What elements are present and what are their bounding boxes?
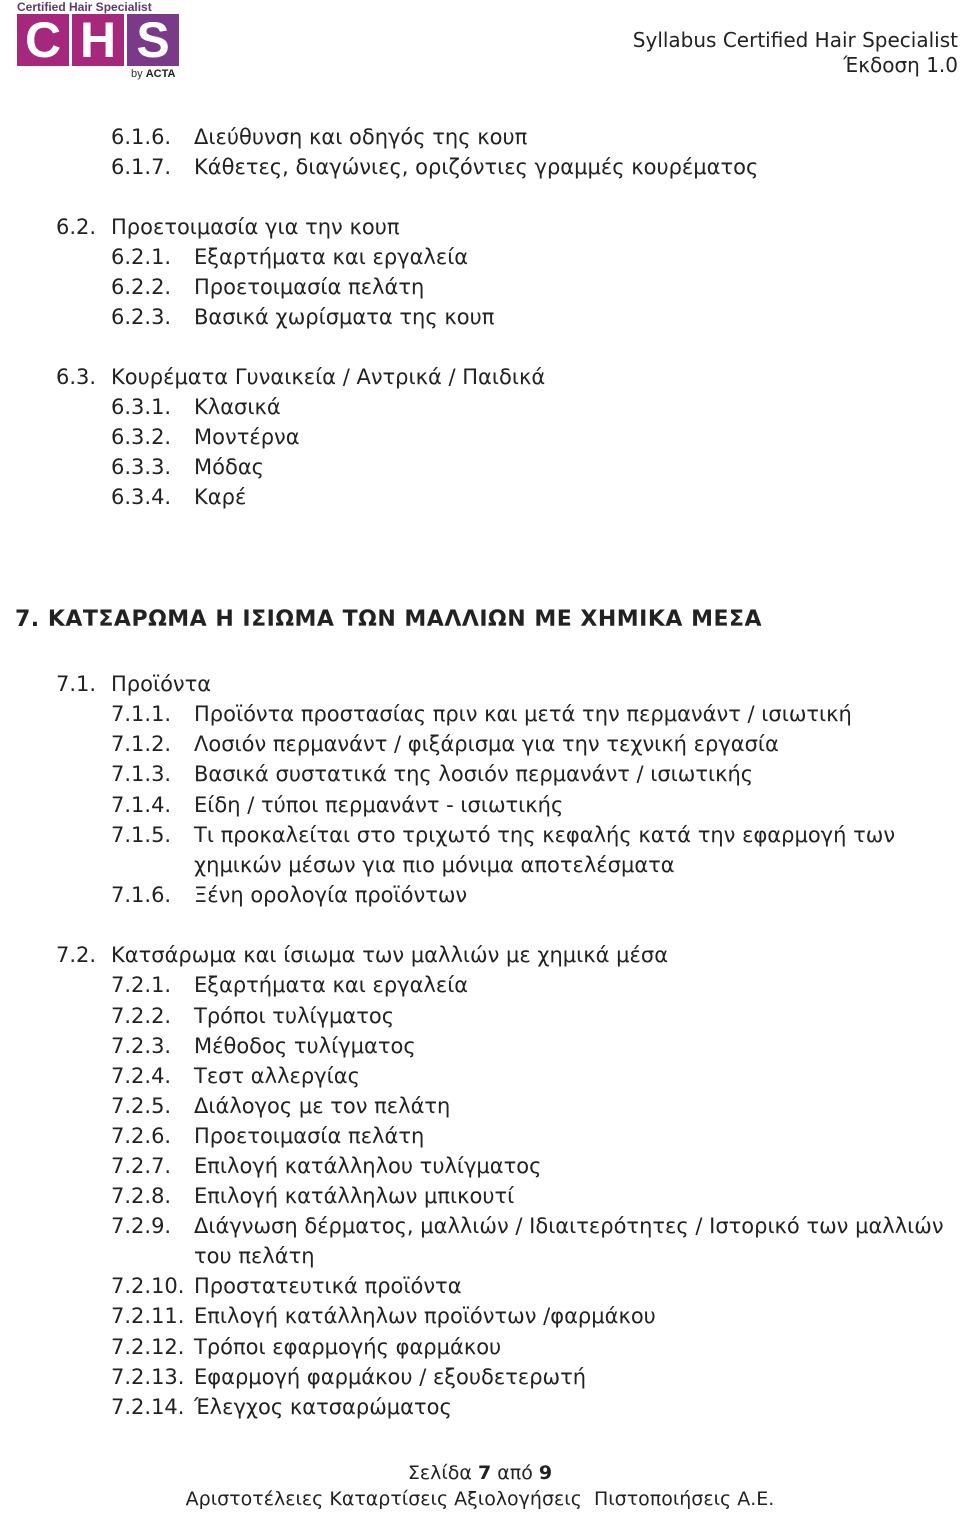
toc-item-text: Μόδας — [194, 455, 264, 479]
toc-item-number: 7.2.13. — [111, 1365, 185, 1389]
toc-item-text: Τεστ αλλεργίας — [194, 1064, 360, 1088]
toc-item-text: Εξαρτήματα και εργαλεία — [194, 245, 469, 269]
toc-item-text: Διεύθυνση και οδηγός της κουπ — [194, 125, 528, 149]
logo-letters — [17, 14, 182, 66]
toc-item-text: Λοσιόν περμανάντ / φιξάρισμα για την τεχνική εργασία — [194, 732, 779, 756]
toc-item — [111, 1061, 360, 1091]
toc-section-text: Κατσάρωμα και ίσιωμα των μαλλιών με χημικά μέσα — [111, 943, 669, 967]
toc-section — [56, 212, 399, 242]
toc-item-text: χημικών μέσων για πιο μόνιμα αποτελέσματα — [194, 853, 675, 877]
toc-item-number: 7.1.1. — [111, 702, 172, 726]
toc-section-number: 6.2. — [56, 215, 97, 239]
toc-item-number: 7.2.1. — [111, 973, 172, 997]
logo-certified-text: Certified Hair Specialist — [17, 0, 152, 14]
toc-section — [56, 362, 545, 392]
toc-item-number: 6.3.3. — [111, 455, 172, 479]
toc-item-continuation — [111, 850, 675, 880]
toc-item — [111, 759, 753, 789]
toc-item — [111, 392, 281, 422]
toc-item-number: 7.1.3. — [111, 762, 172, 786]
toc-item-text: Προϊόντα προστασίας πριν και μετά την περμανάντ / ισιωτική — [194, 702, 852, 726]
toc-item — [111, 272, 424, 302]
chapter-heading: 7. ΚΑΤΣΑΡΩΜΑ Η ΙΣΙΩΜΑ ΤΩΝ ΜΑΛΛΙΩΝ ΜΕ ΧΗΜΙΚΑ ΜΕΣΑ — [15, 607, 763, 632]
footer-organization: Αριστοτέλειες Καταρτίσεις Αξιολογήσεις Πιστοποιήσεις Α.Ε. — [185, 1488, 775, 1510]
header-version: Έκδοση 1.0 — [843, 53, 958, 77]
toc-item-number: 6.3.2. — [111, 425, 172, 449]
toc-item — [111, 1121, 424, 1151]
toc-section-number: 6.3. — [56, 365, 97, 389]
toc-item-text: Εφαρμογή φαρμάκου / εξουδετερωτή — [194, 1365, 587, 1389]
toc-item-number: 7.2.6. — [111, 1124, 172, 1148]
toc-item — [111, 790, 563, 820]
toc-item-text: Τρόποι τυλίγματος — [194, 1004, 395, 1028]
page-total: 9 — [538, 1462, 553, 1484]
toc-item-text: Επιλογή κατάλληλου τυλίγματος — [194, 1154, 542, 1178]
toc-item-text: Έλεγχος κατσαρώματος — [194, 1395, 452, 1419]
toc-item — [111, 482, 246, 512]
toc-item — [111, 699, 852, 729]
toc-item — [111, 422, 300, 452]
toc-item — [111, 302, 494, 332]
toc-item-continuation — [111, 1241, 315, 1271]
toc-item-text: Προετοιμασία πελάτη — [194, 1124, 425, 1148]
page-current: 7 — [478, 1462, 492, 1484]
toc-item — [111, 1151, 541, 1181]
logo-letter-c: C — [17, 14, 69, 66]
toc-item — [111, 242, 468, 272]
toc-item-number: 7.1.4. — [111, 793, 172, 817]
toc-section — [56, 940, 668, 970]
toc-item — [111, 452, 264, 482]
toc-item-text: Επιλογή κατάλληλων προϊόντων /φαρμάκου — [194, 1304, 656, 1328]
toc-item — [111, 1211, 944, 1241]
toc-item-text: Προστατευτικά προϊόντα — [194, 1274, 462, 1298]
toc-item-number: 6.2.3. — [111, 305, 172, 329]
toc-item-text: Βασικά χωρίσματα της κουπ — [194, 305, 495, 329]
toc-item-number: 6.3.1. — [111, 395, 172, 419]
toc-item-text: Προετοιμασία πελάτη — [194, 275, 425, 299]
toc-item-text: Καρέ — [194, 485, 247, 509]
toc-item — [111, 820, 895, 850]
toc-item-text: Διάλογος με τον πελάτη — [194, 1094, 451, 1118]
toc-item — [111, 1091, 450, 1121]
toc-item-number: 7.2.11. — [111, 1304, 185, 1328]
header-title: Syllabus Certified Hair Specialist — [632, 28, 958, 52]
toc-item-text: Κάθετες, διαγώνιες, οριζόντιες γραμμές κουρέματος — [194, 155, 759, 179]
toc-item-number: 6.2.1. — [111, 245, 172, 269]
toc-item-number: 7.2.8. — [111, 1184, 172, 1208]
toc-item-number: 7.2.14. — [111, 1395, 185, 1419]
toc-item-text: Βασικά συστατικά της λοσιόν περμανάντ / ισιωτικής — [194, 762, 754, 786]
toc-item-number: 7.1.2. — [111, 732, 172, 756]
toc-item — [111, 1001, 394, 1031]
toc-item-text: Διάγνωση δέρματος, μαλλιών / Ιδιαιτερότητες / Ιστορικό των μαλλιών — [194, 1214, 944, 1238]
logo-by-acta — [131, 68, 175, 80]
toc-section — [56, 669, 211, 699]
toc-section-number: 7.2. — [56, 943, 97, 967]
toc-section-number: 7.1. — [56, 672, 97, 696]
toc-item — [111, 1301, 656, 1331]
toc-item — [111, 122, 527, 152]
toc-item — [111, 880, 467, 910]
toc-item-number: 7.2.12. — [111, 1335, 185, 1359]
logo-by-brand: ACTA — [145, 68, 176, 80]
toc-item-number: 7.1.6. — [111, 883, 172, 907]
toc-item-number: 7.2.7. — [111, 1154, 172, 1178]
toc-item-number: 7.2.2. — [111, 1004, 172, 1028]
toc-item-text: Τι προκαλείται στο τριχωτό της κεφαλής κατά την εφαρμογή των — [194, 823, 896, 847]
toc-item-text: Εξαρτήματα και εργαλεία — [194, 973, 469, 997]
toc-item-number: 6.3.4. — [111, 485, 172, 509]
page-mid: από — [497, 1462, 533, 1484]
toc-item-text: Κλασικά — [194, 395, 281, 419]
toc-item — [111, 729, 779, 759]
chs-logo — [13, 0, 185, 84]
toc-item-number: 6.2.2. — [111, 275, 172, 299]
page-prefix: Σελίδα — [407, 1462, 472, 1484]
page-header — [633, 28, 958, 78]
toc-item-number: 6.1.6. — [111, 125, 172, 149]
toc-item-text: Επιλογή κατάλληλων μπικουτί — [194, 1184, 515, 1208]
toc-item-text: Μέθοδος τυλίγματος — [194, 1034, 416, 1058]
toc-item — [111, 1362, 586, 1392]
toc-item — [111, 1271, 462, 1301]
toc-item-number: 7.2.3. — [111, 1034, 172, 1058]
logo-letter-h: H — [72, 14, 124, 66]
toc-item-text: Μοντέρνα — [194, 425, 300, 449]
toc-item-number: 7.2.10. — [111, 1274, 185, 1298]
toc-item — [111, 1332, 501, 1362]
toc-item-text: Τρόποι εφαρμογής φαρμάκου — [194, 1335, 502, 1359]
toc-item — [111, 1031, 416, 1061]
toc-item-number: 7.2.5. — [111, 1094, 172, 1118]
toc-item-number: 6.1.7. — [111, 155, 172, 179]
toc-item — [111, 1392, 452, 1422]
logo-by-prefix: by — [131, 68, 143, 80]
toc-section-text: Προετοιμασία για την κουπ — [111, 215, 400, 239]
toc-item-number: 7.2.9. — [111, 1214, 172, 1238]
page-number — [0, 1462, 960, 1484]
toc-section-text: Κουρέματα Γυναικεία / Αντρικά / Παιδικά — [111, 365, 546, 389]
toc-item — [111, 1181, 514, 1211]
toc-item-number: 7.2.4. — [111, 1064, 172, 1088]
toc-item — [111, 152, 758, 182]
toc-item-text: του πελάτη — [194, 1244, 315, 1268]
toc-item-text: Ξένη ορολογία προϊόντων — [194, 883, 468, 907]
logo-letter-s: S — [127, 14, 179, 66]
toc-item-number: 7.1.5. — [111, 823, 172, 847]
toc-item-text: Είδη / τύποι περμανάντ - ισιωτικής — [194, 793, 564, 817]
toc-section-text: Προϊόντα — [111, 672, 212, 696]
toc-item — [111, 970, 468, 1000]
